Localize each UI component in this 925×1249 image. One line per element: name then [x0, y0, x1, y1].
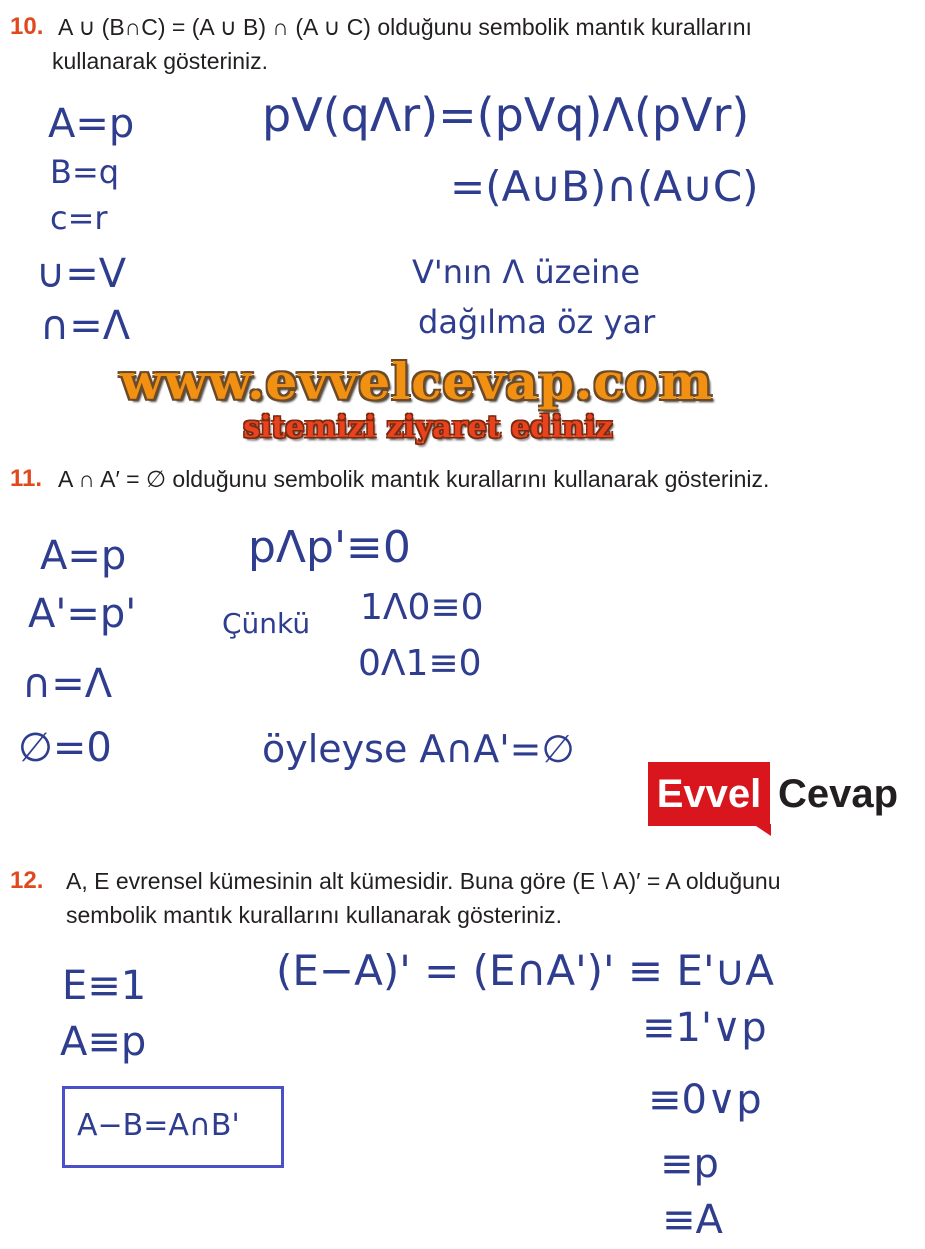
hw-q12-step-4: ≡A — [662, 1197, 723, 1243]
hw-def-intersection: ∩=Λ — [40, 303, 131, 349]
hw-q10-note-2: dağılma öz yar — [418, 303, 656, 341]
question-text-line1: A, E evrensel kümesinin alt kümesidir. Buna göre (E \ A)′ = A olduğunu — [66, 868, 781, 894]
question-number: 10. — [10, 13, 44, 40]
hw-q12-boxed-rule: A−B=A∩B' — [77, 1108, 240, 1143]
boxed-rule — [62, 1086, 284, 1168]
question-text-line1: A ∩ A′ = ∅ olduğunu sembolik mantık kurallarını kullanarak gösteriniz. — [58, 466, 770, 492]
hw-q12-equation: (E−A)' = (E∩A')' ≡ E'∪A — [276, 946, 774, 995]
hw-q11-case-2: 0Λ1≡0 — [358, 643, 482, 684]
hw-q11-case-1: 1Λ0≡0 — [360, 587, 484, 628]
hw-q10-note-1: V'nın Λ üzeine — [412, 253, 640, 291]
question-text-line2: kullanarak gösteriniz. — [52, 48, 269, 74]
hw-q11-def-intersection: ∩=Λ — [22, 661, 113, 707]
hw-q12-step-2: ≡0∨p — [648, 1077, 762, 1123]
question-11 — [10, 462, 915, 496]
hw-def-b: B=q — [50, 153, 120, 191]
hw-q12-def-a: A≡p — [60, 1019, 147, 1065]
question-number: 11. — [10, 465, 43, 492]
hw-def-c: c=r — [50, 199, 108, 237]
watermark-subtitle: sitemizi ziyaret ediniz — [243, 410, 613, 445]
logo-red-part: Evvel — [648, 762, 770, 826]
hw-q11-equation: pΛp'≡0 — [248, 522, 411, 573]
hw-q11-def-a: A=p — [40, 533, 127, 579]
question-12 — [10, 864, 915, 932]
hw-q11-def-a-prime: A'=p' — [28, 591, 137, 637]
hw-def-union: ∪=V — [36, 251, 127, 297]
hw-def-a: A=p — [48, 101, 135, 147]
hw-q11-def-empty: ∅=0 — [18, 725, 112, 771]
question-text-line1: A ∪ (B∩C) = (A ∪ B) ∩ (A ∪ C) olduğunu sembolik mantık kurallarını — [58, 14, 752, 40]
question-10 — [10, 10, 915, 78]
hw-q12-def-e: E≡1 — [62, 963, 147, 1009]
question-number: 12. — [10, 867, 44, 894]
hw-q12-step-3: ≡p — [660, 1141, 719, 1187]
hw-q11-because: Çünkü — [222, 607, 311, 640]
watermark-url: www.evvelcevap.com — [120, 352, 713, 411]
hw-q10-equation-1: pV(qΛr)=(pVq)Λ(pVr) — [262, 88, 750, 142]
logo-dark-part: Cevap — [778, 772, 899, 816]
hw-q10-equation-2: =(A∪B)∩(A∪C) — [450, 162, 759, 211]
hw-q12-step-1: ≡1'∨p — [642, 1005, 767, 1051]
logo-speech-tail — [753, 824, 771, 836]
question-text-line2: sembolik mantık kurallarını kullanarak gösteriniz. — [66, 902, 562, 928]
hw-q11-conclusion: öyleyse A∩A'=∅ — [262, 727, 575, 771]
